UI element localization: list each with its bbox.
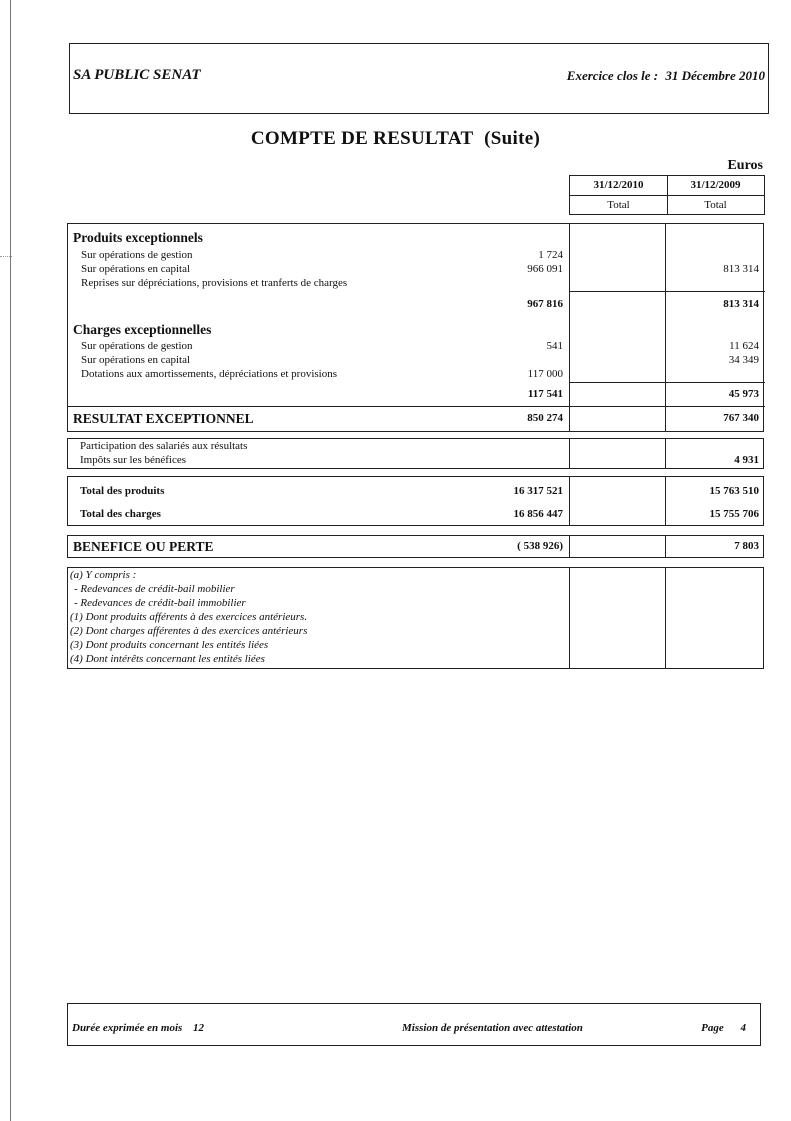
value-2009: 767 340 [723,412,759,424]
duration [72,1022,204,1034]
row-label: Sur opérations en capital [81,263,191,275]
value-2009: 7 803 [734,540,759,552]
value-2009: 4 931 [734,454,759,466]
column-divider [665,477,666,525]
document-header [69,43,769,114]
note-line: (a) Y compris : [70,569,137,581]
column-divider [665,439,666,468]
scan-tick-mark [0,256,12,258]
value-2009: 11 624 [729,340,759,352]
column-divider [665,536,666,557]
column-divider [569,224,570,431]
resultat-exceptionnel-label: RESULTAT EXCEPTIONNEL [73,411,254,426]
column-date: 31/12/2010 [593,179,644,191]
row-label: Sur opérations en capital [81,354,191,366]
scan-margin-line [10,0,11,1121]
value-2010: 850 274 [527,412,563,424]
mission-type: Mission de présentation avec attestation [402,1022,583,1034]
notes-table [67,567,764,669]
row-label: Sur opérations de gestion [81,249,193,261]
value-2009: 813 314 [723,263,759,275]
column-divider [569,439,570,468]
column-date: 31/12/2009 [690,179,741,191]
column-divider [665,224,666,431]
value-2010: 541 [546,340,563,352]
row-label: Total des charges [80,508,161,520]
note-line: (3) Dont produits concernant les entités liées [70,639,269,651]
value-2009: 15 755 706 [709,508,759,520]
subtotal-divider [569,291,765,292]
note-line: - Redevances de crédit-bail immobilier [74,597,246,609]
page-indicator [701,1022,746,1034]
row-label: Total des produits [80,485,165,497]
column-divider [569,568,570,668]
column-label: Total [607,199,630,211]
column-divider [569,536,570,557]
column-divider [569,477,570,525]
duration-value: 12 [193,1022,205,1034]
column-headers [569,175,765,215]
profit-loss-label: BENEFICE OU PERTE [73,539,214,554]
fiscal-year-date: 31 Décembre 2010 [665,68,765,83]
value-2010: 1 724 [538,249,563,261]
column-divider [665,568,666,668]
value-2010: 117 000 [527,368,563,380]
subtotal-2009: 813 314 [723,298,759,310]
subtotal-2009: 45 973 [728,388,759,400]
subtotal-divider [569,382,765,383]
column-label: Total [704,199,727,211]
page-title [0,128,791,150]
row-label: Participation des salariés aux résultats [80,440,248,452]
row-label: Dotations aux amortissements, dépréciations et provisions [81,368,338,380]
company-name: SA PUBLIC SENAT [73,67,201,83]
row-label: Sur opérations de gestion [81,340,193,352]
column-2010 [570,176,668,214]
note-line: (4) Dont intérêts concernant les entités liées [70,653,265,665]
note-line: (1) Dont produits afférents à des exercices antérieurs. [70,611,308,623]
note-line: - Redevances de crédit-bail mobilier [74,583,235,595]
value-2009: 34 349 [728,354,759,366]
fiscal-year-end [567,68,765,84]
fiscal-year-label: Exercice clos le : [566,68,659,83]
subtotal-2010: 117 541 [527,388,563,400]
value-2009: 15 763 510 [709,485,759,497]
value-2010: 966 091 [527,263,563,275]
document-footer [67,1003,761,1046]
duration-label: Durée exprimée en mois [72,1022,183,1034]
result-divider [68,406,765,407]
row-label: Reprises sur dépréciations, provisions et tranferts de charges [81,277,348,289]
note-line: (2) Dont charges afférentes à des exercices antérieurs [70,625,308,637]
profit-loss-table [67,535,764,558]
section-heading-charges: Charges exceptionnelles [73,322,212,337]
title-suffix: (Suite) [484,128,541,149]
exceptional-items-table [67,223,764,432]
page-number: 4 [740,1022,746,1034]
tax-participation-table [67,438,764,469]
title-main: COMPTE DE RESULTAT [250,128,474,149]
value-2010: 16 856 447 [513,508,563,520]
subtotal-2010: 967 816 [527,298,563,310]
row-label: Impôts sur les bénéfices [80,454,186,466]
value-2010: 16 317 521 [513,485,563,497]
currency-label: Euros [727,158,763,173]
value-2010: ( 538 926) [517,540,563,552]
section-heading-produits: Produits exceptionnels [73,230,203,245]
page-label: Page [701,1022,724,1034]
totals-table [67,476,764,526]
